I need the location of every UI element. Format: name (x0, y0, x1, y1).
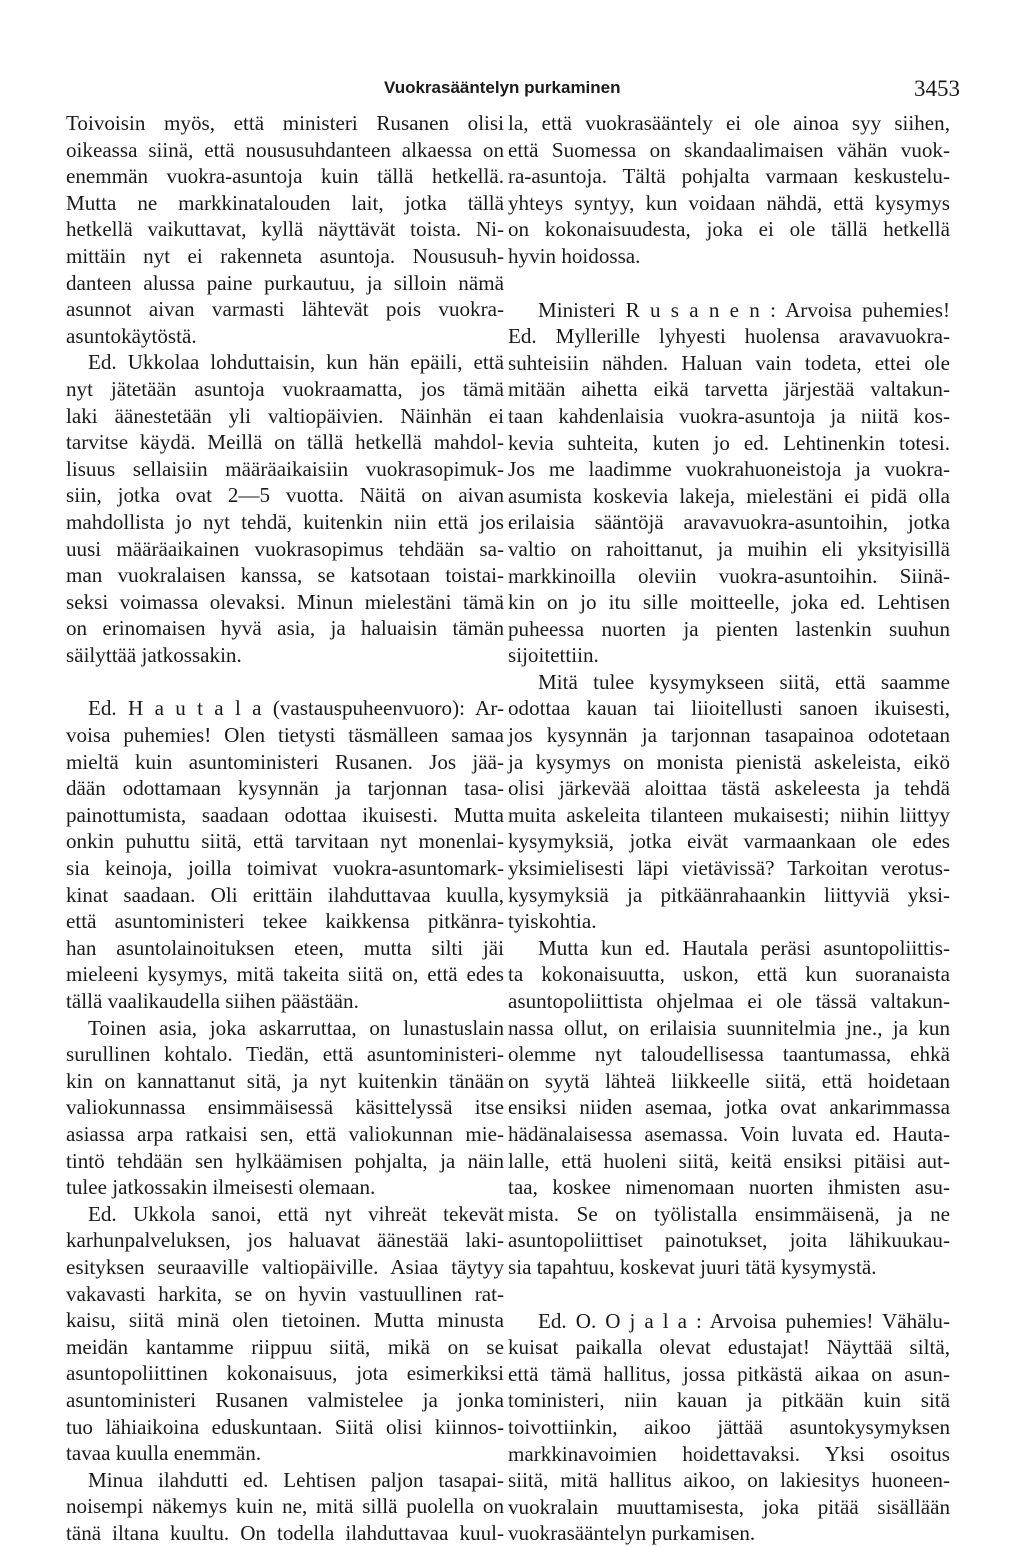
text-line: onkin puhuttu siitä, että tarvitaan nyt monenlai- (66, 829, 504, 854)
text-line: tällä vaalikaudella siihen päästään. (66, 989, 359, 1013)
text-line: Jos me laadimme vuokrahuoneistoja ja vuokra- (508, 457, 950, 482)
text-line: vuokrasääntelyn purkamisen. (508, 1521, 756, 1546)
text-line: han asuntolainoituksen eteen, mutta silti jäi (66, 935, 504, 960)
right-column (508, 110, 950, 1547)
text-line: ra-asuntoja. Tältä pohjalta varmaan keskustelu- (508, 164, 950, 189)
text-line: hyvin hoidossa. (508, 243, 641, 268)
text-line: toivottiinkin, aikoo jättää asuntokysymyksen (508, 1414, 950, 1439)
text-line: vakavasti harkita, se on hyvin vastuullinen rat- (66, 1281, 504, 1306)
text-line: kaisu, siitä minä olen tietoinen. Mutta minusta (66, 1308, 504, 1333)
text-line: kuisat paikalla olevat edustajat! Näyttää siltä, (508, 1335, 950, 1360)
text-line: hetkellä vaikuttavat, kyllä näyttävät toista. Ni- (66, 217, 504, 242)
text-line: dään odottamaan kysynnän ja tarjonnan tasa- (66, 776, 504, 801)
text-line: Ed. Myllerille lyhyesti huolensa aravavuokra- (508, 324, 950, 349)
text-line: markkinoilla oleviin vuokra-asuntoihin. Siinä- (508, 563, 950, 588)
page-number: 3453 (914, 76, 960, 101)
text-line: taa, koskee nimenomaan nuorten ihmisten asu- (508, 1175, 950, 1200)
text-line: Minua ilahdutti ed. Lehtisen paljon tasapai- (88, 1467, 504, 1492)
text-line: asuntoministeri Rusanen valmistelee ja jonka (66, 1387, 504, 1412)
text-line: oikeassa siinä, että noususuhdanteen alkaessa on (66, 137, 504, 162)
text-line: kin on jo itu sille moitteelle, joka ed. Lehtisen (508, 590, 950, 615)
text-line: on erinomaisen hyvä asia, ja haluaisin tämän (66, 616, 504, 641)
text-line: mahdollista jo nyt tehdä, kuitenkin niin että jos (66, 509, 504, 534)
text-line: mittäin nyt ei rakenneta asuntoja. Noususuh- (66, 243, 504, 268)
text-line: olisi järkevää aloittaa tästä askeleesta ja tehdä (508, 776, 950, 801)
text-line: noisempi näkemys kuin ne, mitä sillä puolella on (66, 1494, 504, 1519)
text-line: asuntopoliittiset painotukset, joita lähikuukau- (508, 1228, 950, 1253)
text-line: tavaa kuulla enemmän. (66, 1441, 262, 1466)
text-line: markkinavoimien hoidettavaksi. Yksi osoitus (508, 1441, 950, 1466)
text-line: olemme nyt taloudellisessa taantumassa, ehkä (508, 1042, 950, 1067)
text-line: uusi määräaikainen vuokrasopimus tehdään sa- (66, 536, 504, 561)
text-line: sia keinoja, joilla toimivat vuokra-asuntomark- (66, 856, 504, 881)
text-line: mista. Se on työlistalla ensimmäisenä, ja ne (508, 1201, 950, 1226)
text-line: nyt jätetään asuntoja vuokraamatta, jos tämä (66, 376, 504, 401)
text-line: Ed. Ukkolaa lohduttaisin, kun hän epäili, että (88, 350, 504, 375)
text-line: ta kokonaisuutta, uskon, että kun suoranaista (508, 962, 950, 987)
text-line: toministeri, niin kauan ja pitkään kuin sitä (508, 1388, 950, 1413)
text-line: tuo lähiaikoina eduskuntaan. Siitä olisi kiinnos- (66, 1414, 504, 1439)
text-line: taan kahdenlaisia vuokra-asuntoja ja niitä kos- (508, 403, 950, 428)
text-line: voisa puhemies! Olen tietysti täsmälleen samaa (66, 723, 504, 748)
text-line: valiokunnassa ensimmäisessä käsittelyssä itse (66, 1095, 504, 1120)
text-line: tulee jatkossakin ilmeisesti olemaan. (66, 1175, 376, 1200)
text-line: jos kysynnän ja tarjonnan tasapainoa odotetaan (508, 723, 950, 748)
text-line: mitään aihetta eikä tarvetta järjestää valtakun- (508, 377, 950, 402)
text-line: mieltä kuin asuntoministeri Rusanen. Jos jää- (66, 749, 504, 774)
text-line: Mitä tulee kysymykseen siitä, että saamme (538, 669, 950, 694)
speaker-line: Ministeri R u s a n e n : Arvoisa puhemies! (538, 297, 950, 322)
text-line: puheessa nuorten ja pienten lastenkin suuhun (508, 616, 950, 641)
text-line: lalle, että huoleni siitä, keitä ensiksi pitäisi aut- (508, 1148, 950, 1173)
text-line: enemmän vuokra-asuntoja kuin tällä hetkellä. (66, 164, 504, 189)
text-line: asiassa arpa ratkaisi sen, että valiokunnan mie- (66, 1121, 504, 1146)
left-column (66, 110, 504, 1546)
text-line: asuntokäytöstä. (66, 323, 197, 348)
header-title: Vuokrasääntelyn purkaminen (384, 78, 621, 97)
text-line: sijoitettiin. (508, 643, 599, 668)
text-line: tänä iltana kuultu. On todella ilahduttavaa kuul- (66, 1520, 504, 1545)
text-line: asumista koskevia lakeja, mielestäni ei pidä olla (508, 483, 950, 508)
text-line: Mutta ne markkinatalouden lait, jotka tällä (66, 190, 504, 215)
text-line: ensiksi niiden asemaa, jotka ovat ankarimmassa (508, 1095, 950, 1120)
text-line: on syytä lähteä liikkeelle siitä, että hoidetaan (508, 1068, 950, 1093)
text-line: hädänalaisessa asemassa. Voin luvata ed. Hauta- (508, 1121, 950, 1146)
text-line: kinat saadaan. Oli erittäin ilahduttavaa kuulla, (66, 882, 504, 907)
text-line: surullinen kohtalo. Tiedän, että asuntoministeri- (66, 1042, 504, 1067)
text-line: kin on kannattanut sitä, ja nyt kuitenkin tänään (66, 1068, 504, 1093)
text-line: Ed. Ukkola sanoi, että nyt vihreät tekevät (88, 1201, 504, 1226)
text-line: suhteisiin nähden. Haluan vain todeta, ettei ole (508, 350, 950, 375)
text-line: että tämä hallitus, jossa pitkästä aikaa on asun- (508, 1361, 950, 1386)
text-line: muita askeleita tilanteen mukaisesti; niihin liittyy (508, 802, 950, 827)
text-line: yksimielisesti läpi vietävissä? Tarkoitan verotus- (508, 856, 950, 881)
text-line: mieleeni kysymys, mitä takeita siitä on, että edes (66, 962, 504, 987)
text-line: danteen alussa paine purkautuu, ja silloin nämä (66, 270, 504, 295)
text-line: siitä, mitä hallitus aikoo, on lakiesitys huoneen- (508, 1468, 950, 1493)
text-line: man vuokralaisen kanssa, se katsotaan toistai- (66, 563, 504, 588)
text-line: kevia suhteita, kuten jo ed. Lehtinenkin totesi. (508, 430, 950, 455)
text-line: tyiskohtia. (508, 909, 597, 934)
speaker-line: Ed. O. O j a l a : Arvoisa puhemies! Vähälu- (538, 1308, 950, 1333)
running-header (0, 72, 1024, 106)
text-line: sia tapahtuu, koskevat juuri tätä kysymystä. (508, 1254, 877, 1279)
text-line: laki äänestetään yli valtiopäivien. Näinhän ei (66, 403, 504, 428)
text-line: asuntopoliittinen kokonaisuus, jota esimerkiksi (66, 1361, 504, 1386)
paragraph-gap (66, 668, 504, 695)
text-line: kysymyksiä, jotka eivät varmaankaan ole edes (508, 829, 950, 854)
text-line: meidän kantamme riippuu siitä, mikä on se (66, 1334, 504, 1359)
speaker-line: Ed. H a u t a l a (vastauspuheenvuoro): Ar- (88, 696, 504, 721)
paragraph-gap (508, 270, 950, 297)
text-line: ja kysymys on monista pienistä askeleista, eikö (508, 749, 950, 774)
text-line: asuntopoliittista ohjelmaa ei ole tässä valtakun- (508, 989, 950, 1013)
text-line: painottumista, saadaan odottaa ikuisesti. Mutta (66, 802, 504, 827)
text-line: odottaa kauan tai liioitellusti sanoen ikuisesti, (508, 696, 950, 721)
text-line: säilyttää jatkossakin. (66, 642, 242, 667)
text-line: valtio on rahoittanut, ja muihin eli yksityisillä (508, 536, 950, 561)
text-line: asunnot aivan varmasti lähtevät pois vuokra- (66, 297, 504, 322)
text-line: karhunpalveluksen, jos haluavat äänestää laki- (66, 1228, 504, 1253)
text-line: Mutta kun ed. Hautala peräsi asuntopoliittis- (538, 935, 950, 960)
paragraph-gap (508, 1281, 950, 1308)
text-line: erilaisia sääntöjä aravavuokra-asuntoihin, jotka (508, 510, 950, 535)
text-line: la, että vuokrasääntely ei ole ainoa syy siihen, (508, 111, 950, 135)
text-line: tarvitse käydä. Meillä on tällä hetkellä mahdol- (66, 430, 504, 455)
text-line: Toinen asia, joka askarruttaa, on lunastuslain (88, 1015, 504, 1040)
text-line: lisuus sellaisiin määräaikaisiin vuokrasopimuk- (66, 456, 504, 481)
text-line: vuokralain muuttamisesta, joka pitää sisällään (508, 1494, 950, 1519)
text-line: että asuntoministeri tekee kaikkensa pitkänra- (66, 909, 504, 934)
text-line: esityksen seuraaville valtiopäiville. Asiaa täytyy (66, 1254, 504, 1279)
text-line: seksi voimassa olevaksi. Minun mielestäni tämä (66, 589, 504, 614)
text-line: siin, jotka ovat 2—5 vuotta. Näitä on aivan (66, 483, 504, 508)
text-line: nassa ollut, on erilaisia suunnitelmia jne., ja kun (508, 1015, 950, 1040)
text-line: on kokonaisuudesta, joka ei ole tällä hetkellä (508, 217, 950, 242)
text-line: tintö tehdään sen hylkäämisen pohjalta, ja näin (66, 1148, 504, 1173)
text-line: kysymyksiä ja pitkäänrahaankin liittyviä yksi- (508, 882, 950, 907)
text-line: yhteys syntyy, kun voidaan nähdä, että kysymys (508, 190, 950, 215)
text-line: että Suomessa on skandaalimaisen vähän vuok- (508, 137, 950, 162)
text-line: Toivoisin myös, että ministeri Rusanen olisi (66, 111, 504, 135)
